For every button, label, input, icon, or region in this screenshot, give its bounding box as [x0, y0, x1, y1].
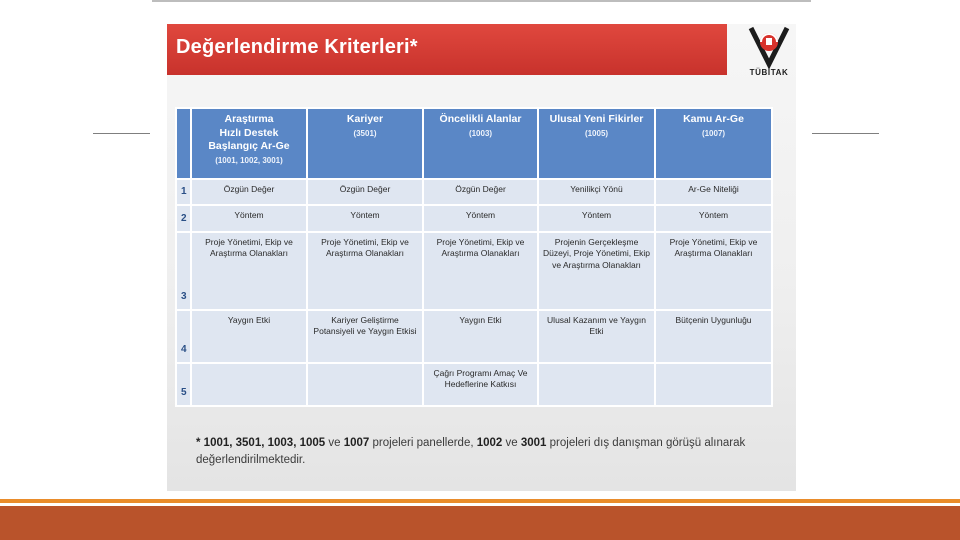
table-cell: Yaygın Etki [423, 310, 538, 363]
table-row [176, 205, 772, 232]
right-divider [812, 133, 879, 134]
table-row [176, 310, 772, 363]
row-number: 1 [176, 179, 191, 205]
criteria-table [175, 107, 773, 407]
table-cell: Kariyer Geliştirme Potansiyeli ve Yaygın Etkisi [307, 310, 423, 363]
bottom-accent [0, 499, 960, 506]
footnote: * 1001, 3501, 1003, 1005 ve 1007 projeleri panellerde, 1002 ve 3001 projeleri dış danışman görüşü alınarak değerlendirilmektedir. [196, 437, 746, 466]
slide-image [167, 24, 796, 491]
table-cell: Yaygın Etki [191, 310, 307, 363]
table-cell: Ar-Ge Niteliği [655, 179, 772, 205]
column-header: Araştırma Hızlı Destek Başlangıç Ar-Ge (1001, 1002, 3001) [191, 108, 307, 179]
logo-text: TÜBİTAK [749, 68, 789, 77]
corner-cell [176, 108, 191, 179]
row-number: 4 [176, 310, 191, 363]
row-number: 2 [176, 205, 191, 232]
table-cell: Ulusal Kazanım ve Yaygın Etki [538, 310, 655, 363]
column-header: Öncelikli Alanlar (1003) [423, 108, 538, 179]
header-row [176, 108, 772, 179]
table-cell: Proje Yönetimi, Ekip ve Araştırma Olanakları [423, 232, 538, 310]
left-divider [93, 133, 150, 134]
table-cell: Yöntem [423, 205, 538, 232]
table-cell: Bütçenin Uygunluğu [655, 310, 772, 363]
table-cell [655, 363, 772, 406]
table-cell: Yöntem [538, 205, 655, 232]
column-header: Ulusal Yeni Fikirler (1005) [538, 108, 655, 179]
table-cell: Proje Yönetimi, Ekip ve Araştırma Olanakları [655, 232, 772, 310]
table-cell: Yöntem [655, 205, 772, 232]
column-header: Kariyer (3501) [307, 108, 423, 179]
table-cell: Özgün Değer [423, 179, 538, 205]
table-cell: Çağrı Programı Amaç Ve Hedeflerine Katkısı [423, 363, 538, 406]
table-cell: Özgün Değer [191, 179, 307, 205]
table-cell: Yenilikçi Yönü [538, 179, 655, 205]
table-cell: Proje Yönetimi, Ekip ve Araştırma Olanakları [191, 232, 307, 310]
row-number: 5 [176, 363, 191, 406]
top-rule [152, 0, 811, 2]
column-header: Kamu Ar-Ge (1007) [655, 108, 772, 179]
bottom-bar [0, 506, 960, 540]
table-cell: Projenin Gerçekleşme Düzeyi, Proje Yönetimi, Ekip ve Araştırma Olanakları [538, 232, 655, 310]
table-cell: Özgün Değer [307, 179, 423, 205]
table-cell [538, 363, 655, 406]
table-cell: Proje Yönetimi, Ekip ve Araştırma Olanakları [307, 232, 423, 310]
table-row [176, 363, 772, 406]
table-row [176, 179, 772, 205]
title-banner [167, 24, 727, 75]
table-cell: Yöntem [307, 205, 423, 232]
table-row [176, 232, 772, 310]
table-cell: Yöntem [191, 205, 307, 232]
table-cell [307, 363, 423, 406]
slide-title: Değerlendirme Kriterleri* [176, 36, 418, 58]
table-cell [191, 363, 307, 406]
tubitak-emblem-icon [745, 26, 793, 70]
tubitak-logo [745, 26, 793, 80]
row-number: 3 [176, 232, 191, 310]
